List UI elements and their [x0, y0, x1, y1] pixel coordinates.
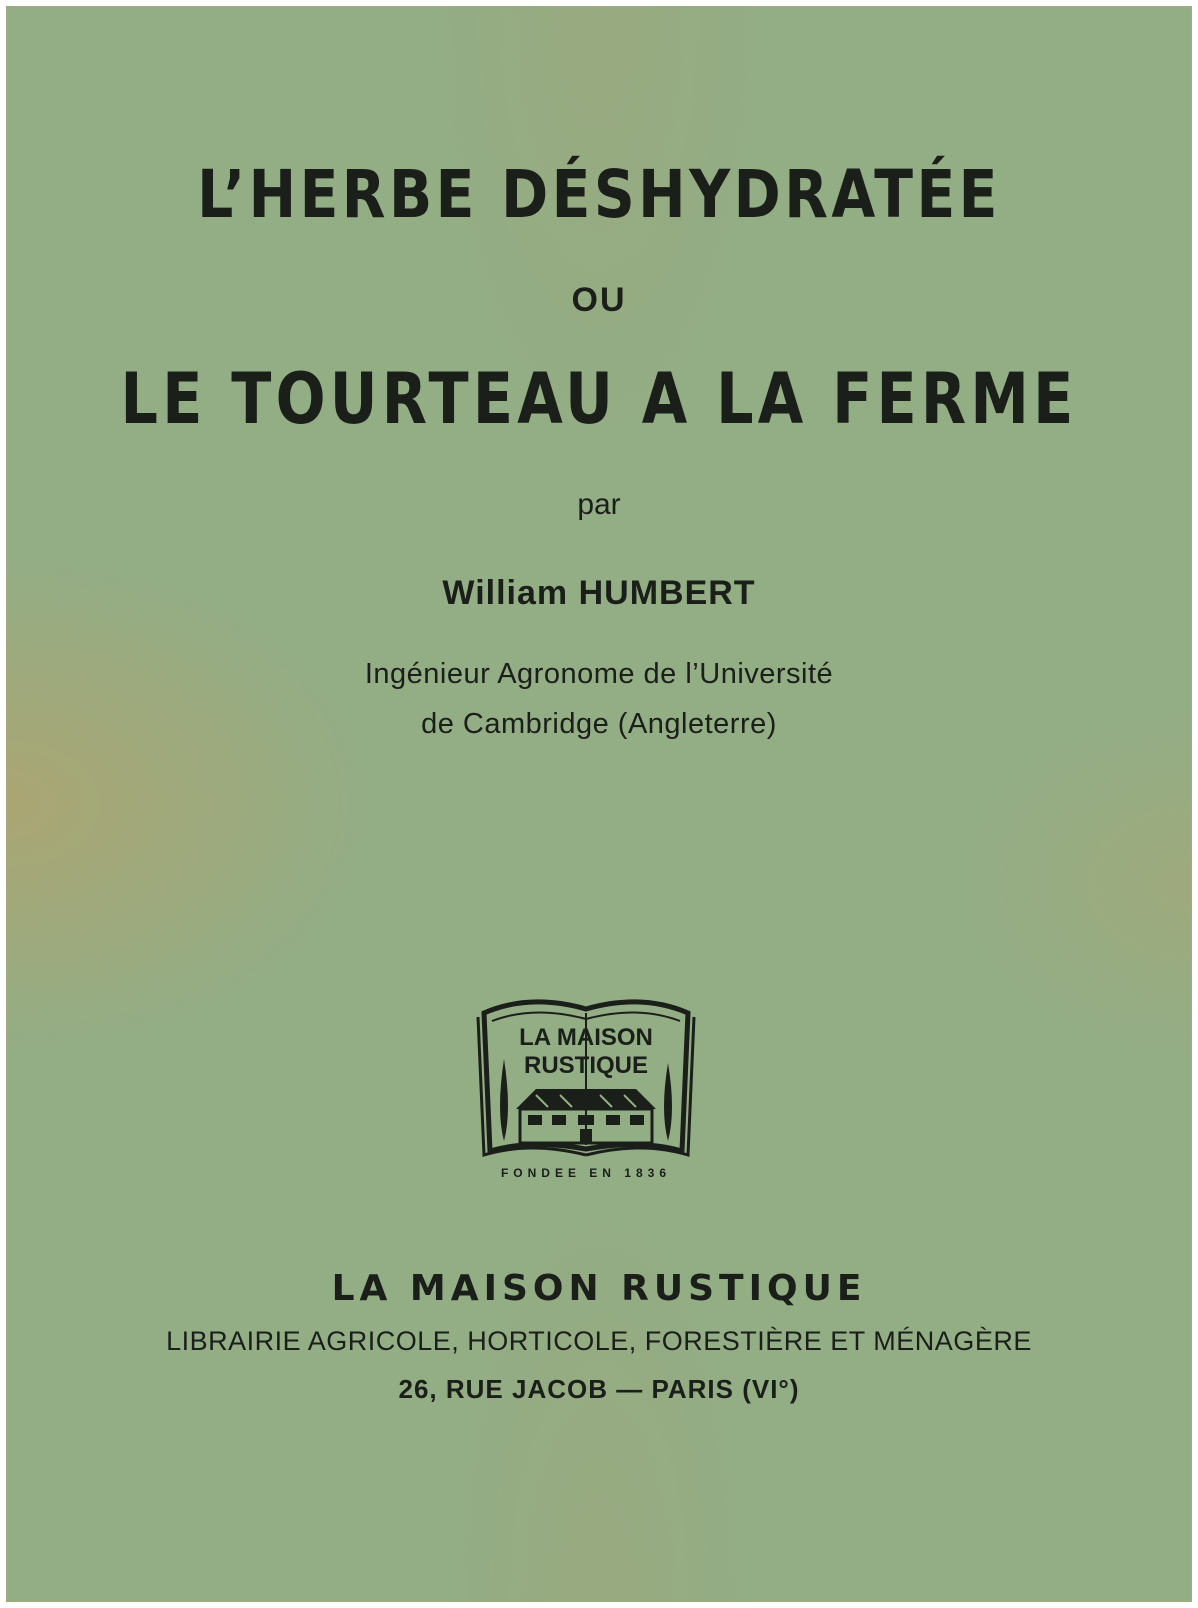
- author-affiliation-line-2: de Cambridge (Angleterre): [421, 708, 777, 740]
- logo-text-line-2: RUSTIQUE: [523, 1052, 649, 1079]
- logo-text-line-1: LA MAISON: [519, 1024, 653, 1051]
- book-cover: [6, 6, 1192, 1602]
- author-affiliation-line-1: Ingénieur Agronome de l’Université: [364, 658, 834, 690]
- title-line-1: L’HERBE DÉSHYDRATÉE: [197, 156, 1001, 233]
- publisher-logo: [470, 991, 702, 1191]
- author-name: William HUMBERT: [442, 574, 756, 612]
- publisher-name: LA MAISON RUSTIQUE: [331, 1268, 867, 1309]
- publisher-description: LIBRAIRIE AGRICOLE, HORTICOLE, FORESTIÈRE ET MÉNAGÈRE: [166, 1326, 1032, 1356]
- tree-left-icon: [500, 1059, 508, 1141]
- farmhouse-icon: [516, 1089, 656, 1143]
- by-label: par: [577, 488, 621, 521]
- tree-right-icon: [664, 1063, 672, 1141]
- logo-founded-text: FONDEE EN 1836: [500, 1166, 672, 1180]
- publisher-address: 26, RUE JACOB — PARIS (VI°): [398, 1374, 800, 1404]
- title-line-2: LE TOURTEAU A LA FERME: [120, 358, 1078, 440]
- title-connector: OU: [571, 281, 627, 319]
- open-book-house-emblem-icon: [470, 991, 702, 1191]
